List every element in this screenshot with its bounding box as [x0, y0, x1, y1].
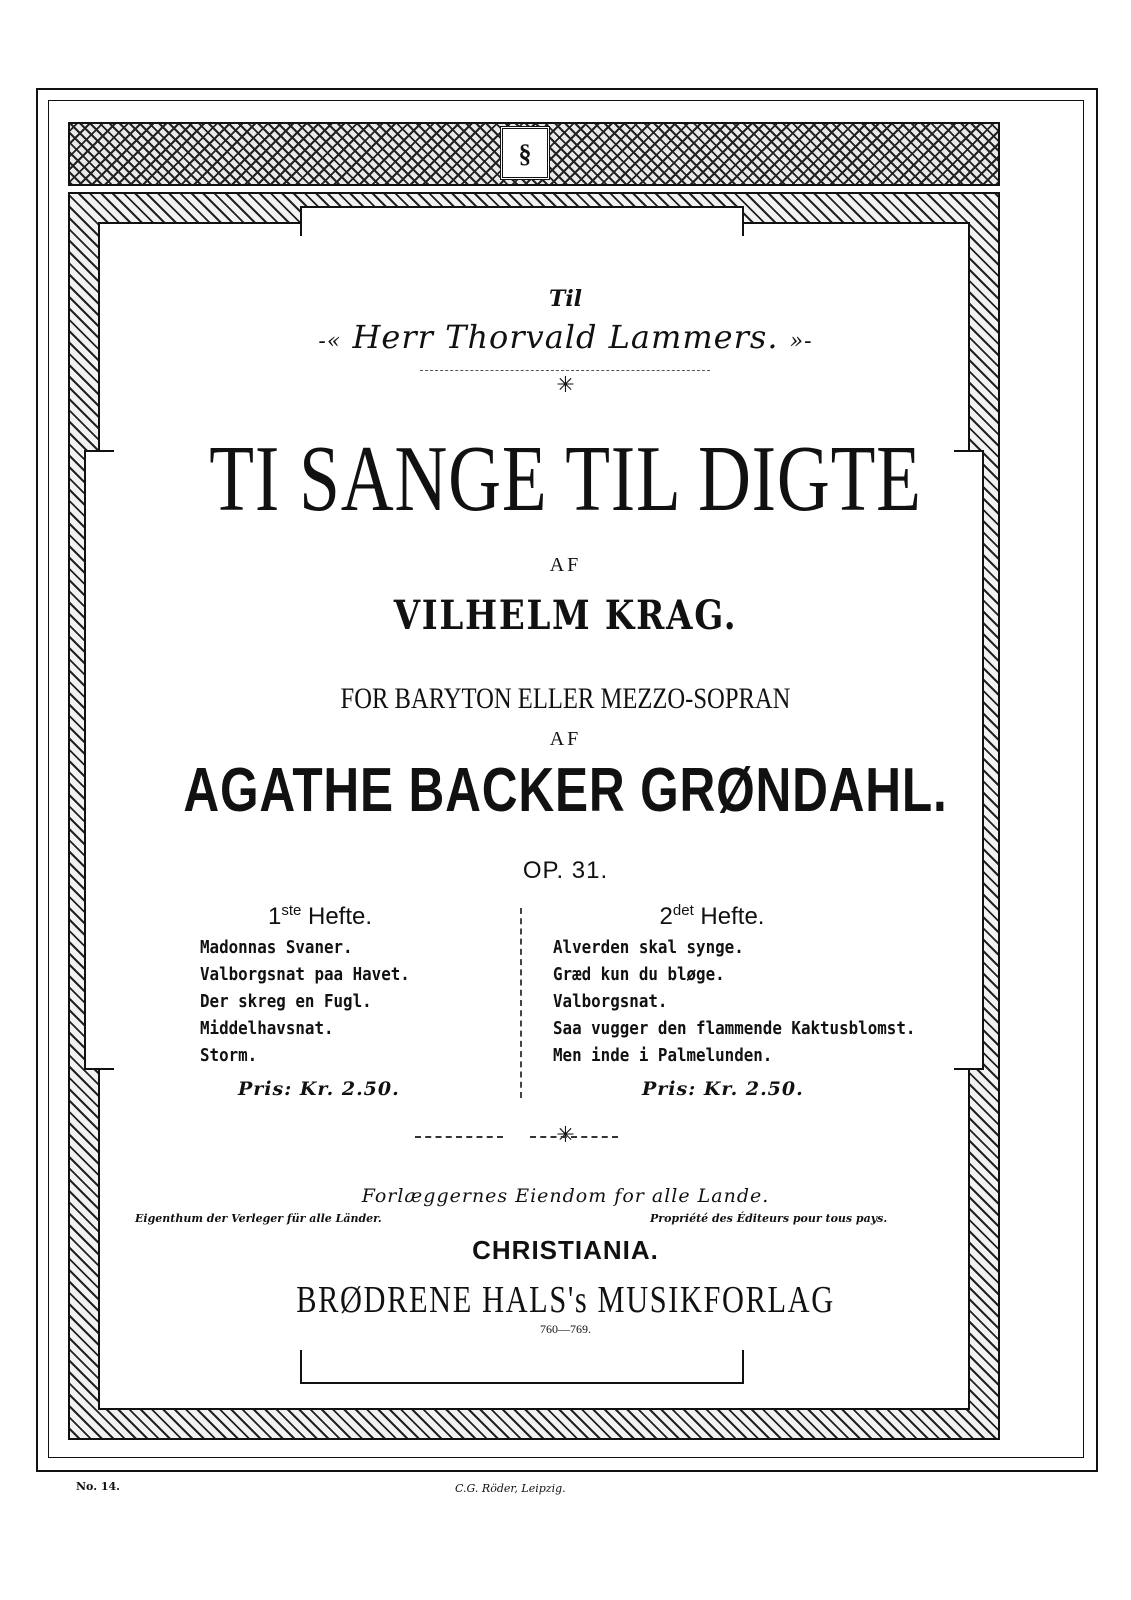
- af-label-2: AF: [549, 728, 582, 750]
- book-2-number: 2: [659, 903, 673, 930]
- book-1: [130, 902, 510, 931]
- song: Madonnas Svaner.: [200, 937, 353, 958]
- dedicatee-name: Herr Thorvald Lammers.: [352, 318, 779, 356]
- voice-type: FOR BARYTON ELLER MEZZO-SOPRAN: [340, 682, 791, 715]
- book-1-songs: [200, 934, 438, 1069]
- poet-name: VILHELM KRAG.: [393, 592, 738, 639]
- page-title: TI SANGE TIL DIGTE: [209, 427, 922, 531]
- book-1-heading: [130, 902, 510, 931]
- song: Men inde i Palmelunden.: [553, 1045, 773, 1066]
- book-2-label: Hefte.: [700, 903, 765, 930]
- book-2-price: Pris: Kr. 2.50.: [642, 1078, 804, 1100]
- song: Græd kun du bløge.: [553, 964, 725, 985]
- separator-rule-right: [530, 1136, 618, 1138]
- song: Der skreg en Fugl.: [200, 991, 372, 1012]
- book-2: [522, 902, 902, 931]
- book-2-songs: [553, 934, 965, 1069]
- dedication-line: [0, 318, 1131, 356]
- song: Alverden skal synge.: [553, 937, 744, 958]
- book-1-suffix: ste: [281, 902, 302, 919]
- printer-credit: C.G. Röder, Leipzig.: [455, 1482, 566, 1495]
- composer-name: AGATHE BACKER GRØNDAHL.: [183, 756, 948, 825]
- song: Valborgsnat paa Havet.: [200, 964, 410, 985]
- book-2-heading: [522, 902, 902, 931]
- top-notch-fill: [302, 222, 742, 238]
- plate-numbers: 760—769.: [540, 1322, 591, 1336]
- column-divider: [520, 908, 522, 1098]
- ornament-left: -«: [318, 329, 342, 354]
- book-1-number: 1: [267, 903, 282, 930]
- publisher-name: BRØDRENE HALS's MUSIKFORLAG: [296, 1279, 835, 1321]
- opus-number: OP. 31.: [522, 857, 609, 884]
- book-2-suffix: det: [672, 902, 694, 919]
- catalog-number: No. 14.: [76, 1480, 120, 1493]
- ornament-right: »-: [789, 329, 813, 354]
- publisher-city: CHRISTIANIA.: [472, 1235, 659, 1265]
- rights-german: Eigenthum der Verleger für alle Länder.: [135, 1212, 382, 1225]
- song: Storm.: [200, 1045, 258, 1066]
- dedication-rule: [420, 370, 710, 371]
- asterism-icon: ✳: [556, 1122, 575, 1147]
- af-label-1: AF: [549, 554, 582, 576]
- rights-norwegian: Forlæggernes Eiendom for alle Lande.: [361, 1185, 770, 1207]
- song: Middelhavsnat.: [200, 1018, 334, 1039]
- book-1-label: Hefte.: [308, 903, 373, 930]
- bottom-notch-fill: [302, 1344, 742, 1358]
- dedication-til: Til: [548, 286, 583, 312]
- book-1-price: Pris: Kr. 2.50.: [238, 1078, 400, 1100]
- sunburst-icon: ✳: [556, 372, 575, 397]
- song: Valborgsnat.: [553, 991, 668, 1012]
- banner-monogram: [500, 126, 550, 180]
- rights-french: Propriété des Éditeurs pour tous pays.: [650, 1212, 888, 1225]
- song: Saa vugger den flammende Kaktusblomst.: [553, 1018, 916, 1039]
- monogram-icon: §: [518, 139, 532, 168]
